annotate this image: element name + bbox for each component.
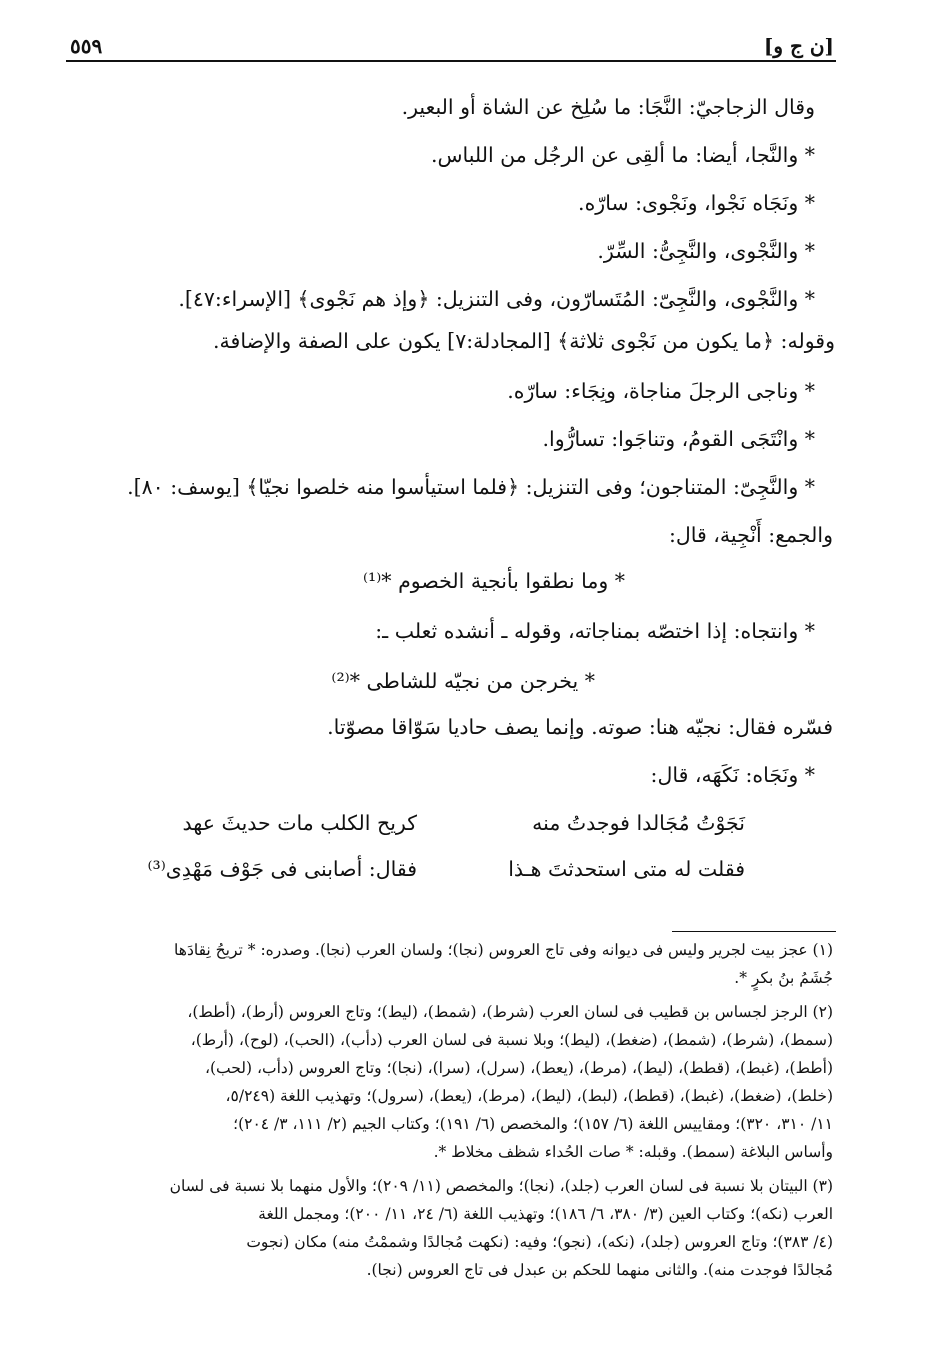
body-line: * ونَجَاه: نَكَهَه، قال: [650, 763, 815, 787]
footnote-line: (٤/ ٣٨٣)؛ وتاج العروس (جلد)، (نكه)، (نجو)؛ وفيه: (نكهت مُجالدًا وشممْتُ منه) مكان (نجوت [246, 1233, 833, 1251]
body-line: * والنَّجْوى، والنَّجِىُّ: السِّرّ. [597, 239, 815, 263]
root-heading: [ن ج و] [763, 34, 834, 58]
footnote-line: (٢) الرجز لجساس بن قطيب فى لسان العرب (شرط)، (شمط)، (ليط)؛ وتاج العروس (أرط)، (أطط)، [187, 1003, 833, 1021]
footnote-line: وأساس البلاغة (سمط). وقبله: * صات الحُداء شظف مخلاط *. [433, 1143, 833, 1161]
body-line: * وانْتَجَى القومُ، وتناجَوا: تسارُّوا. [542, 427, 815, 451]
body-line: وقال الزجاجيّ: النَّجَا: ما سُلِخ عن الشاة أو البعير. [401, 95, 815, 119]
body-line: فسّره فقال: نجيّه هنا: صوته. وإنما يصف حاديا سَوّاقا مصوّتا. [327, 715, 833, 739]
verse-second-hemistich: كريح الكلب مات حديثَ عهد [182, 811, 417, 835]
header-rule [66, 60, 836, 62]
body-line: * وناجى الرجلَ مناجاة، ونِجَاء: سارّه. [507, 379, 815, 403]
footnote-line: مُجالدًا فوجدت منه). والثانى منهما للحكم بن عبدل فى تاج العروس (نجا). [366, 1261, 833, 1279]
quoted-hemistich: * يخرجن من نجيّه للشاطى *⁽²⁾ [331, 669, 595, 693]
footnote-line: (خلط)، (ضغط)، (غبط)، (قطط)، (لبط)، (ليط)، (مرط)، (يعط)، (سرول)؛ وتهذيب اللغة (٥/٢٤٩، [225, 1087, 833, 1105]
body-line: * وانتجاه: إذا اختصّه بمناجاته، وقوله ـ أنشده ثعلب ـ: [375, 619, 815, 643]
body-line: * ونَجَاه نَجْوا، ونَجْوى: سارّه. [578, 191, 815, 215]
page-number: ٥٥٩ [70, 34, 103, 58]
footnote-line: ١١/ ٣١٠، ٣٢٠)؛ ومقاييس اللغة (٦/ ١٥٧)؛ والمخصص (٦/ ١٩١)؛ وكتاب الجيم (٢/ ١١١، ٣/ ٢٠٤)؛ [233, 1115, 833, 1133]
verse-first-hemistich: فقلت له متى استحدثتَ هـذا [508, 857, 745, 881]
footnote-line: (١) عجز بيت لجرير وليس فى ديوانه وفى تاج العروس (نجا)؛ ولسان العرب (نجا). وصدره: * تريحُ نِقادَها [174, 941, 833, 959]
footnote-line: (سمط)، (شرط)، (شمط)، (ضغط)، (ليط)؛ وبلا نسبة فى لسان العرب (دأب)، (الحب)، (لوح)، (أرط)، [190, 1031, 833, 1049]
quoted-hemistich: * وما نطقوا بأنجية الخصوم *⁽¹⁾ [363, 569, 625, 593]
body-line: والجمع: أَنْجِية، قال: [668, 523, 833, 547]
footnote-rule [672, 931, 836, 932]
body-line: * والنَّجْوى، والنَّجِىّ: المُتَسارّون، وفى التنزيل: ﴿وإذ هم نَجْوى﴾ [الإسراء:٤٧]. [178, 287, 815, 311]
verse-second-hemistich: فقال: أصابنى فى جَوْف مَهْدِى⁽³⁾ [147, 857, 417, 881]
body-line: * والنَّجِىّ: المتناجون؛ وفى التنزيل: ﴿فلما استيأسوا منه خلصوا نجيّا﴾ [يوسف: ٨٠]. [127, 475, 815, 499]
footnote-line: (أطط)، (غبط)، (قطط)، (ليط)، (مرط)، (يعط)، (سرل)، (سرا)، (نجا)؛ وتاج العروس (دأب، (لحب)، [205, 1059, 833, 1077]
verse-first-hemistich: نَجَوْتُ مُجَالدا فوجدتُ منه [532, 811, 745, 835]
body-line: * والنَّجا، أيضا: ما ألقِى عن الرجُل من اللباس. [430, 143, 815, 167]
footnote-line: (٣) البيتان بلا نسبة فى لسان العرب (جلد)، (نجا)؛ والمخصص (١١/ ٢٠٩)؛ والأول منهما بلا نسبة فى لسان [169, 1177, 833, 1195]
body-line: وقوله: ﴿ما يكون من نَجْوى ثلاثة﴾ [المجادلة:٧] يكون على الصفة والإضافة. [213, 329, 835, 353]
footnote-line: العرب (نكه)؛ وكتاب العين (٣/ ٣٨٠، ٦/ ١٨٦)؛ وتهذيب اللغة (٦/ ٢٤، ١١/ ٢٠٠)؛ ومجمل اللغة [258, 1205, 833, 1223]
footnote-line: جُشَمُ بنُ بكرٍ *. [734, 969, 833, 987]
